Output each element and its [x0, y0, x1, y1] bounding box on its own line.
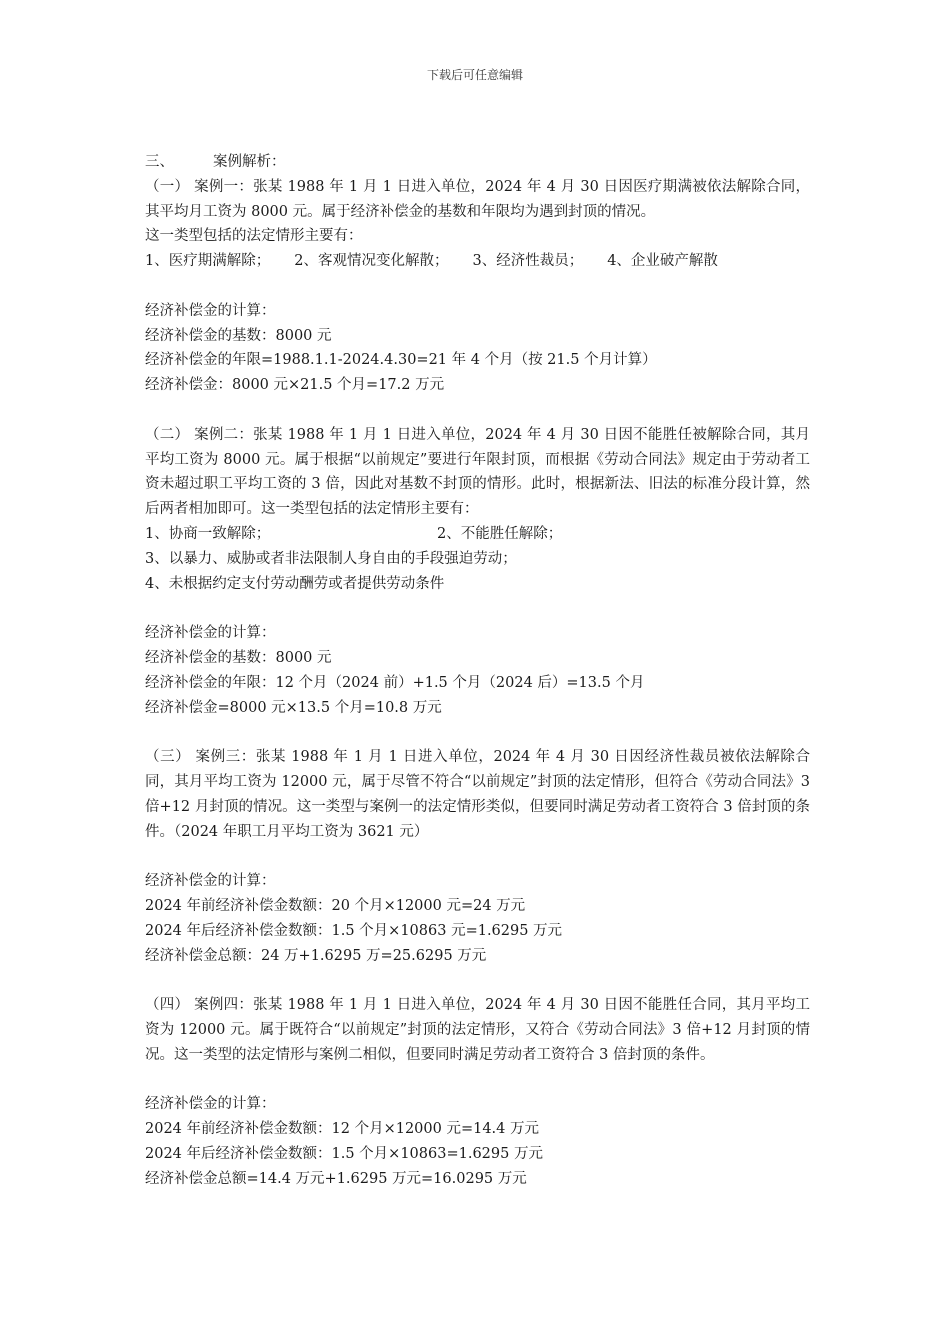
document-body [145, 150, 810, 1191]
section-number: 三、 [145, 154, 174, 170]
case3-calc-title: 经济补偿金的计算： [145, 873, 276, 890]
case3-paragraph: （三） 案例三：张某 1988 年 1 月 1 日进入单位，2024 年 4 月 30 日因经济性裁员被依法解除合同，其月平均工资为 12000 元，属于尽管不符合“以前规定”封顶的法定情形，但符合《劳动合同法》3 倍+12 月封顶的情况。这一类型与案例一的法定情形类似，但要同时满足劳动者工资符合 3 倍封顶的条件。（2024 年职工月平均工资为 3621 元） [145, 749, 810, 840]
case3-calc-line: 经济补偿金总额：24 万+1.6295 万=25.6295 万元 [145, 947, 487, 964]
case1-calc-line: 经济补偿金：8000 元×21.5 个月=17.2 万元 [145, 377, 445, 394]
case2-calc-line: 经济补偿金=8000 元×13.5 个月=10.8 万元 [145, 699, 442, 716]
case2-calc-line: 经济补偿金的年限：12 个月（2024 前）+1.5 个月（2024 后）=13.5 个月 [145, 674, 645, 691]
case1-calc-line: 经济补偿金的年限=1988.1.1-2024.4.30=21 年 4 个月（按 21.5 个月计算） [145, 352, 657, 369]
case2-paragraph: （二） 案例二：张某 1988 年 1 月 1 日进入单位，2024 年 4 月 30 日因不能胜任被解除合同，其月平均工资为 8000 元。属于根据“以前规定”要进行年限封顶，而根据《劳动合同法》规定由于劳动者工资未超过职工平均工资的 3 倍，因此对基数不封顶的情形。此时，根据新法、旧法的标准分段计算，然后两者相加即可。这一类型包括的法定情形主要有： [145, 426, 810, 518]
case3-calc-line: 2024 年后经济补偿金数额：1.5 个月×10863 元=1.6295 万元 [145, 922, 563, 939]
case1-item: 3、经济性裁员； [472, 253, 584, 270]
case1-calc-title: 经济补偿金的计算： [145, 302, 276, 319]
section-title: 案例解析： [213, 154, 286, 170]
case1-item: 4、企业破产解散 [607, 253, 718, 270]
case1-item: 1、医疗期满解除； [145, 253, 271, 270]
case2-calc-line: 经济补偿金的基数：8000 元 [145, 649, 332, 666]
case4-paragraph: （四） 案例四：张某 1988 年 1 月 1 日进入单位，2024 年 4 月 30 日因不能胜任合同，其月平均工资为 12000 元。属于既符合“以前规定”封顶的法定情形，又符合《劳动合同法》3 倍+12 月封顶的情况。这一类型的法定情形与案例二相似，但要同时满足劳动者工资符合 3 倍封顶的条件。 [145, 997, 810, 1063]
case2-item: 2、不能胜任解除； [437, 525, 563, 542]
case3-calc-line: 2024 年前经济补偿金数额：20 个月×12000 元=24 万元 [145, 897, 526, 914]
case1-paragraph: （一） 案例一：张某 1988 年 1 月 1 日进入单位，2024 年 4 月 30 日因医疗期满被依法解除合同，其平均月工资为 8000 元。属于经济补偿金的基数和年限均为遇到封顶的情况。 [145, 178, 810, 220]
case4-calc-line: 2024 年前经济补偿金数额：12 个月×12000 元=14.4 万元 [145, 1121, 539, 1138]
case2-item: 3、以暴力、威胁或者非法限制人身自由的手段强迫劳动； [145, 550, 517, 567]
case1-items [145, 249, 810, 274]
case4-calc-line: 经济补偿金总额=14.4 万元+1.6295 万元=16.0295 万元 [145, 1170, 527, 1187]
case1-item: 2、客观情况变化解散； [294, 253, 449, 270]
case2-item: 4、未根据约定支付劳动酬劳或者提供劳动条件 [145, 575, 445, 592]
case1-intro: 这一类型包括的法定情形主要有： [145, 228, 363, 245]
case2-items-row [145, 522, 810, 547]
section-heading [145, 150, 810, 175]
case4-calc-line: 2024 年后经济补偿金数额：1.5 个月×10863=1.6295 万元 [145, 1145, 543, 1162]
case2-item: 1、协商一致解除； [145, 525, 271, 542]
case2-calc-title: 经济补偿金的计算： [145, 625, 276, 642]
case4-calc-title: 经济补偿金的计算： [145, 1096, 276, 1113]
page-header: 下载后可任意编辑 [426, 68, 523, 82]
case1-calc-line: 经济补偿金的基数：8000 元 [145, 327, 332, 344]
